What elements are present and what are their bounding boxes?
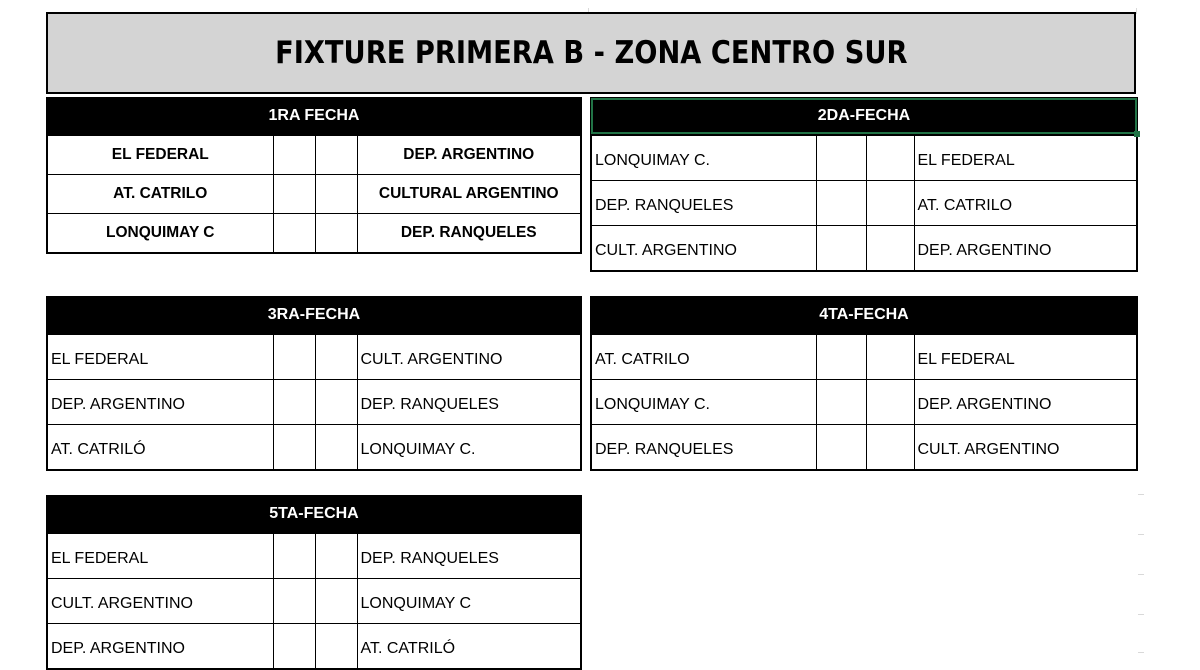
- table-row: [47, 136, 581, 175]
- table-row: [591, 335, 1137, 380]
- home-score-cell[interactable]: [273, 136, 315, 175]
- fecha-5-block: [46, 495, 582, 670]
- fecha-1-label: 1RA FECHA: [268, 107, 360, 124]
- table-row: [47, 380, 581, 425]
- away-team-cell[interactable]: EL FEDERAL: [914, 335, 1137, 380]
- fecha-3-block: [46, 296, 582, 471]
- away-score-cell[interactable]: [315, 425, 357, 471]
- home-score-cell[interactable]: [816, 181, 866, 226]
- table-row: [591, 425, 1137, 471]
- home-team-cell[interactable]: AT. CATRILÓ: [47, 425, 273, 471]
- home-score-cell[interactable]: [273, 425, 315, 471]
- fecha-1-header[interactable]: [46, 97, 582, 135]
- home-team-cell[interactable]: DEP. RANQUELES: [591, 181, 816, 226]
- away-score-cell[interactable]: [866, 181, 914, 226]
- home-team-cell[interactable]: AT. CATRILO: [47, 175, 273, 214]
- fecha-1-block: [46, 97, 582, 254]
- away-team-cell[interactable]: CULT. ARGENTINO: [914, 425, 1137, 471]
- home-score-cell[interactable]: [273, 534, 315, 579]
- away-score-cell[interactable]: [315, 214, 357, 254]
- home-team-cell[interactable]: AT. CATRILO: [591, 335, 816, 380]
- home-team-cell[interactable]: EL FEDERAL: [47, 335, 273, 380]
- home-team-cell[interactable]: DEP. ARGENTINO: [47, 380, 273, 425]
- table-row: [47, 175, 581, 214]
- home-score-cell[interactable]: [816, 335, 866, 380]
- fecha-5-label: 5TA-FECHA: [269, 505, 359, 522]
- home-score-cell[interactable]: [273, 380, 315, 425]
- away-score-cell[interactable]: [866, 425, 914, 471]
- table-row: [591, 226, 1137, 272]
- home-score-cell[interactable]: [273, 335, 315, 380]
- home-score-cell[interactable]: [273, 214, 315, 254]
- fecha-5-header[interactable]: [46, 495, 582, 533]
- away-team-cell[interactable]: DEP. RANQUELES: [357, 214, 581, 254]
- home-team-cell[interactable]: LONQUIMAY C.: [591, 136, 816, 181]
- away-score-cell[interactable]: [315, 380, 357, 425]
- fecha-5-table: [46, 533, 582, 670]
- away-team-cell[interactable]: DEP. ARGENTINO: [914, 226, 1137, 272]
- sheet-title-text: FIXTURE PRIMERA B - ZONA CENTRO SUR: [274, 35, 908, 71]
- table-row: [47, 534, 581, 579]
- fecha-2-table: [590, 135, 1138, 272]
- home-score-cell[interactable]: [816, 226, 866, 272]
- table-row: [47, 624, 581, 670]
- away-team-cell[interactable]: DEP. RANQUELES: [357, 380, 581, 425]
- home-team-cell[interactable]: DEP. ARGENTINO: [47, 624, 273, 670]
- home-team-cell[interactable]: LONQUIMAY C.: [591, 380, 816, 425]
- away-score-cell[interactable]: [315, 534, 357, 579]
- away-score-cell[interactable]: [866, 136, 914, 181]
- home-team-cell[interactable]: LONQUIMAY C: [47, 214, 273, 254]
- fecha-1-table: [46, 135, 582, 254]
- home-score-cell[interactable]: [273, 175, 315, 214]
- fecha-2-block: [590, 97, 1138, 272]
- away-team-cell[interactable]: LONQUIMAY C: [357, 579, 581, 624]
- table-row: [47, 335, 581, 380]
- home-score-cell[interactable]: [273, 624, 315, 670]
- away-score-cell[interactable]: [866, 380, 914, 425]
- away-score-cell[interactable]: [315, 335, 357, 380]
- table-row: [591, 181, 1137, 226]
- away-team-cell[interactable]: DEP. ARGENTINO: [914, 380, 1137, 425]
- home-team-cell[interactable]: DEP. RANQUELES: [591, 425, 816, 471]
- table-row: [591, 136, 1137, 181]
- fecha-4-header[interactable]: [590, 296, 1138, 334]
- table-row: [47, 579, 581, 624]
- away-team-cell[interactable]: CULTURAL ARGENTINO: [357, 175, 581, 214]
- away-score-cell[interactable]: [315, 624, 357, 670]
- home-team-cell[interactable]: CULT. ARGENTINO: [47, 579, 273, 624]
- away-team-cell[interactable]: EL FEDERAL: [914, 136, 1137, 181]
- home-team-cell[interactable]: CULT. ARGENTINO: [591, 226, 816, 272]
- home-team-cell[interactable]: EL FEDERAL: [47, 136, 273, 175]
- fecha-4-block: [590, 296, 1138, 471]
- home-score-cell[interactable]: [816, 425, 866, 471]
- fecha-4-label: 4TA-FECHA: [819, 306, 909, 323]
- away-team-cell[interactable]: AT. CATRILÓ: [357, 624, 581, 670]
- away-team-cell[interactable]: DEP. RANQUELES: [357, 534, 581, 579]
- fecha-4-table: [590, 334, 1138, 471]
- away-score-cell[interactable]: [866, 226, 914, 272]
- home-score-cell[interactable]: [816, 380, 866, 425]
- away-team-cell[interactable]: CULT. ARGENTINO: [357, 335, 581, 380]
- home-score-cell[interactable]: [273, 579, 315, 624]
- away-score-cell[interactable]: [315, 579, 357, 624]
- home-team-cell[interactable]: EL FEDERAL: [47, 534, 273, 579]
- away-team-cell[interactable]: LONQUIMAY C.: [357, 425, 581, 471]
- table-row: [47, 425, 581, 471]
- home-score-cell[interactable]: [816, 136, 866, 181]
- fecha-2-header[interactable]: [590, 97, 1138, 135]
- table-row: [47, 214, 581, 254]
- sheet-title[interactable]: [46, 12, 1136, 94]
- away-team-cell[interactable]: AT. CATRILO: [914, 181, 1137, 226]
- table-row: [591, 380, 1137, 425]
- fecha-3-table: [46, 334, 582, 471]
- selection-fill-handle[interactable]: [1134, 131, 1140, 137]
- fecha-3-label: 3RA-FECHA: [267, 306, 361, 323]
- fecha-2-label: 2DA-FECHA: [817, 107, 911, 124]
- fecha-3-header[interactable]: [46, 296, 582, 334]
- away-score-cell[interactable]: [315, 175, 357, 214]
- away-team-cell[interactable]: DEP. ARGENTINO: [357, 136, 581, 175]
- away-score-cell[interactable]: [315, 136, 357, 175]
- away-score-cell[interactable]: [866, 335, 914, 380]
